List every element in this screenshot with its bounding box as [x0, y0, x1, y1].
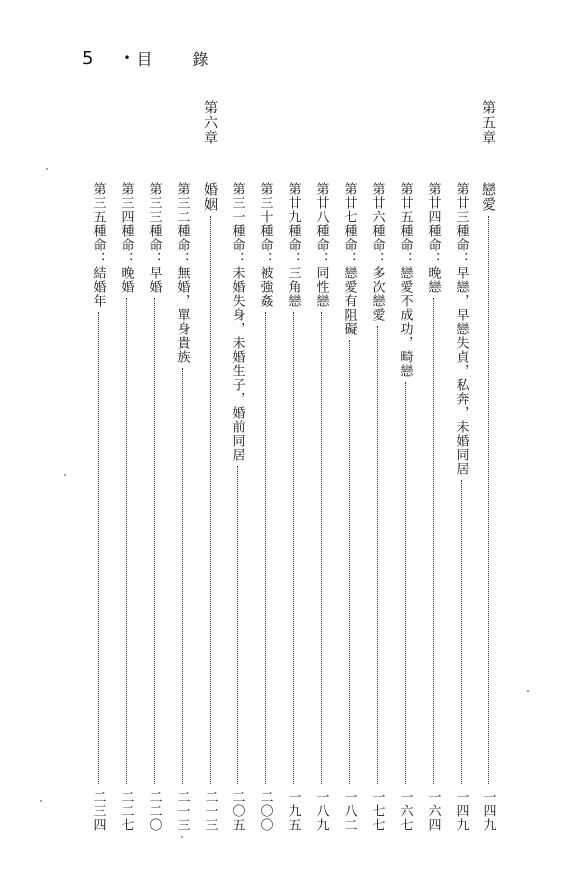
entry-label: 第廿五種命：戀愛不成功，畸戀 — [397, 182, 413, 378]
dot-leader — [182, 368, 183, 784]
toc-entry[interactable] — [253, 182, 277, 832]
scan-speck — [527, 690, 529, 692]
chapter-title: 婚姻 — [202, 182, 218, 212]
chapter-number: 第六章 — [202, 100, 218, 145]
toc-entry[interactable] — [225, 182, 249, 832]
dot-leader — [154, 298, 155, 784]
chapter-page-number: 二一三 — [202, 790, 218, 832]
dot-leader — [126, 298, 127, 784]
page-header — [82, 44, 209, 72]
chapter-dot-leader — [210, 216, 211, 784]
entry-label: 第廿四種命：晚戀 — [425, 182, 441, 294]
toc-entry[interactable] — [393, 182, 417, 832]
entry-label: 第三三種命：早婚 — [146, 182, 162, 294]
toc-entry[interactable] — [114, 182, 138, 832]
header-bullet: • — [123, 51, 131, 65]
entry-page-number: 一六七 — [397, 790, 413, 832]
dot-leader — [98, 312, 99, 784]
entry-page-number: 一七七 — [369, 790, 385, 832]
toc-entry[interactable] — [281, 182, 305, 832]
entry-page-number: 二二〇 — [146, 790, 162, 832]
chapter-number: 第五章 — [480, 100, 496, 145]
entry-page-number: 二〇五 — [229, 790, 245, 832]
entry-label: 第廿三種命：早戀，早戀失貞，私奔，未婚同居 — [453, 182, 469, 476]
entry-label: 第廿九種命：三角戀 — [285, 182, 301, 308]
toc-entry[interactable] — [309, 182, 333, 832]
dot-leader — [461, 480, 462, 784]
dot-leader — [321, 312, 322, 784]
entry-label: 第廿六種命：多次戀愛 — [369, 182, 385, 322]
chapter-six-heading — [198, 100, 222, 832]
entry-label: 第廿七種命：戀愛有阻礙 — [341, 182, 357, 336]
dot-leader — [349, 340, 350, 784]
dot-leader — [293, 312, 294, 784]
entry-page-number: 一八九 — [313, 790, 329, 832]
entry-page-number: 一八二 — [341, 790, 357, 832]
entry-label: 第三五種命：結婚年 — [90, 182, 106, 308]
entry-page-number: 二二七 — [118, 790, 134, 832]
entry-label: 第三十種命：被強姦 — [257, 182, 273, 308]
chapter-page-number: 一四九 — [480, 790, 496, 832]
chapter-title: 戀愛 — [480, 182, 496, 212]
dot-leader — [405, 382, 406, 784]
toc-entry[interactable] — [421, 182, 445, 832]
toc-entry[interactable] — [142, 182, 166, 832]
entry-page-number: 一四九 — [453, 790, 469, 832]
toc-entry[interactable] — [365, 182, 389, 832]
entry-label: 第廿八種命：同性戀 — [313, 182, 329, 308]
dot-leader — [377, 326, 378, 784]
toc-entry[interactable] — [86, 182, 110, 832]
entry-label: 第三二種命：無婚，單身貴族 — [174, 182, 190, 364]
dot-leader — [433, 298, 434, 784]
page-number: 5 — [82, 47, 94, 69]
entry-page-number: 一九五 — [285, 790, 301, 832]
header-title-part2: 錄 — [192, 49, 209, 69]
scan-speck — [181, 836, 183, 838]
entry-page-number: 一六四 — [425, 790, 441, 832]
toc-entry[interactable] — [449, 182, 473, 832]
dot-leader — [265, 312, 266, 784]
toc-entry[interactable] — [337, 182, 361, 832]
entry-page-number: 二一三 — [174, 790, 190, 832]
entry-label: 第三四種命：晚婚 — [118, 182, 134, 294]
scan-speck — [40, 800, 42, 802]
dot-leader — [237, 466, 238, 784]
chapter-dot-leader — [488, 216, 489, 784]
chapter-five-heading — [476, 100, 500, 832]
entry-page-number: 二〇〇 — [257, 790, 273, 832]
toc-entry[interactable] — [170, 182, 194, 832]
scan-speck — [64, 474, 66, 476]
entry-label: 第三一種命：未婚失身，未婚生子，婚前同居 — [229, 182, 245, 462]
entry-page-number: 二三四 — [90, 790, 106, 832]
header-title-part1: 目 — [136, 49, 153, 69]
scan-speck — [46, 168, 48, 170]
